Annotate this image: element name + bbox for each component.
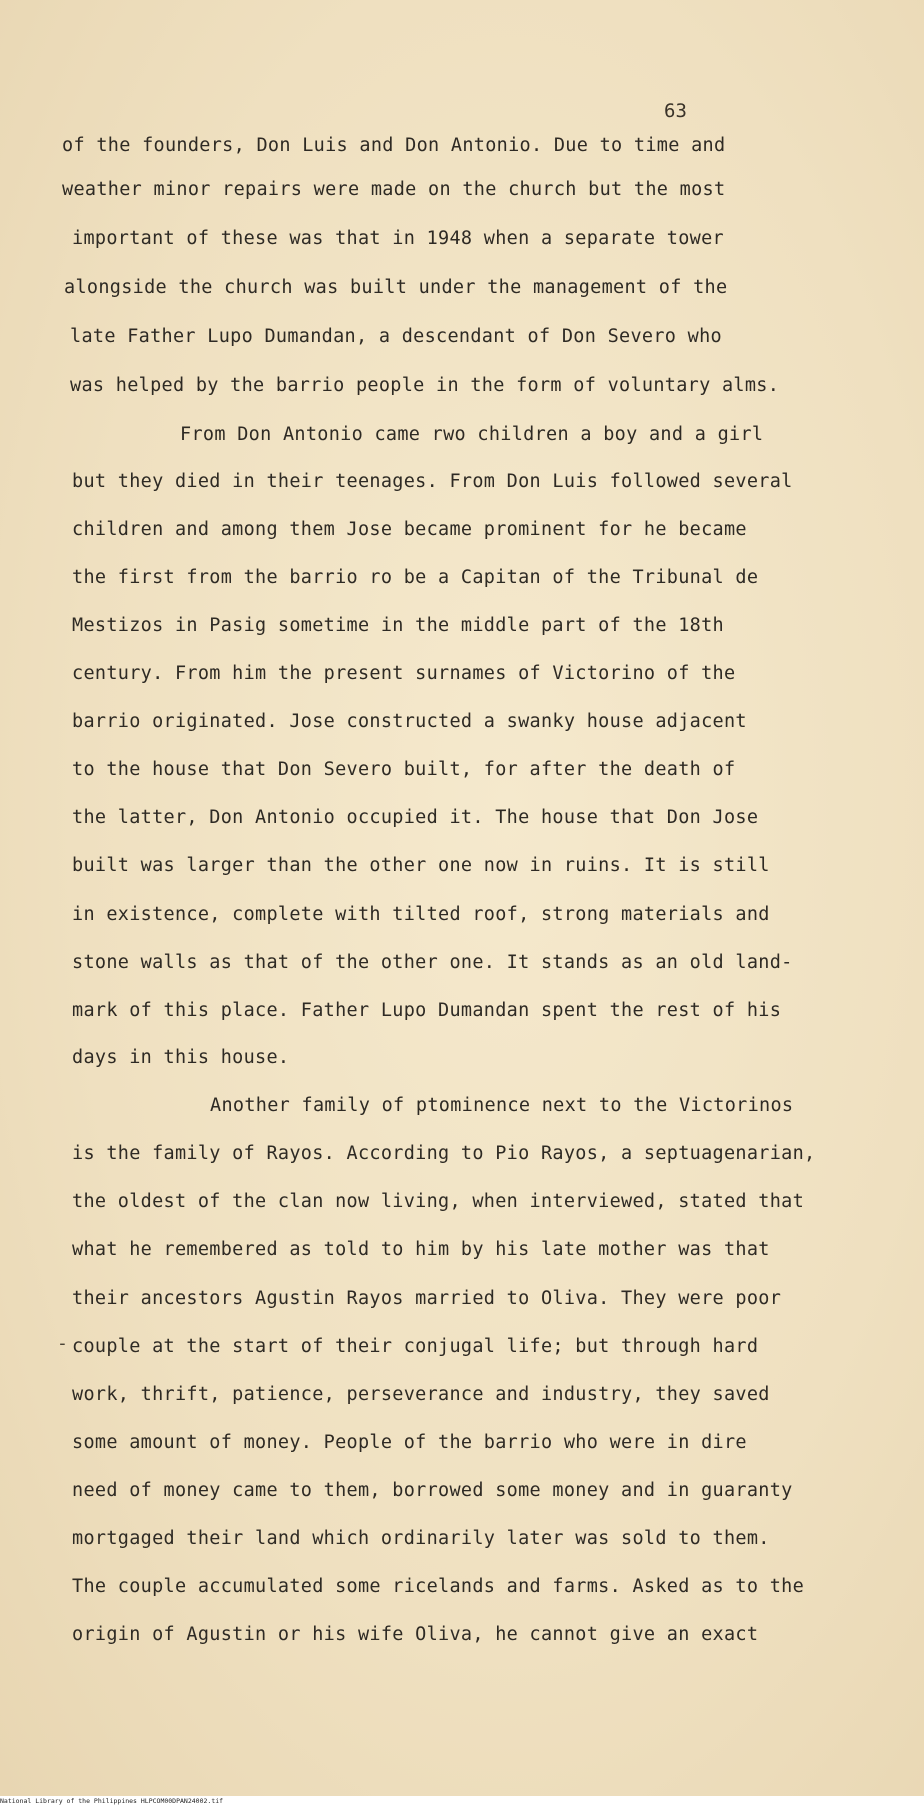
text-line: need of money came to them, borrowed some money and in guaranty: [72, 1480, 793, 1501]
text-line: children and among them Jose became prominent for he became: [72, 519, 747, 540]
text-line: century. From him the present surnames of Victorino of the: [72, 663, 736, 684]
text-line: alongside the church was built under the management of the: [64, 277, 728, 298]
text-line: what he remembered as told to him by his late mother was that: [72, 1239, 770, 1260]
page-number: 63: [664, 100, 687, 122]
text-line: but they died in their teenages. From Don Luis followed several: [72, 471, 793, 492]
text-line: Mestizos in Pasig sometime in the middle part of the 18th: [72, 615, 724, 636]
text-line: their ancestors Agustin Rayos married to Oliva. They were poor: [72, 1288, 782, 1309]
text-line: to the house that Don Severo built, for after the death of: [72, 759, 736, 780]
text-line: is the family of Rayos. According to Pio Rayos, a septuagenarian,: [72, 1143, 816, 1164]
text-line: mark of this place. Father Lupo Dumandan spent the rest of his: [72, 1000, 782, 1021]
text-line: barrio originated. Jose constructed a swanky house adjacent: [72, 711, 747, 732]
text-line: stone walls as that of the other one. It stands as an old land-: [72, 952, 793, 973]
text-line: of the founders, Don Luis and Don Antonio. Due to time and: [62, 135, 726, 156]
text-line: The couple accumulated some ricelands and farms. Asked as to the: [72, 1576, 805, 1597]
text-line: weather minor repairs were made on the church but the most: [62, 179, 726, 200]
margin-mark: -: [57, 1333, 68, 1354]
text-line: mortgaged their land which ordinarily later was sold to them.: [72, 1528, 770, 1549]
text-line: From Don Antonio came rwo children a boy and a girl: [180, 424, 764, 445]
text-line: in existence, complete with tilted roof, strong materials and: [72, 904, 770, 925]
text-line: important of these was that in 1948 when a separate tower: [72, 228, 724, 249]
text-line: the oldest of the clan now living, when interviewed, stated that: [72, 1191, 805, 1212]
text-line: Another family of ptominence next to the Victorinos: [210, 1095, 794, 1116]
text-line: days in this house.: [72, 1047, 290, 1068]
text-line: the latter, Don Antonio occupied it. The house that Don Jose: [72, 807, 759, 828]
text-line: was helped by the barrio people in the form of voluntary alms.: [70, 375, 780, 396]
text-line: work, thrift, patience, perseverance and industry, they saved: [72, 1384, 770, 1405]
text-line: built was larger than the other one now in ruins. It is still: [72, 855, 770, 876]
text-line: the first from the barrio ro be a Capitan of the Tribunal de: [72, 567, 759, 588]
text-line: origin of Agustin or his wife Oliva, he cannot give an exact: [72, 1624, 759, 1645]
text-line: late Father Lupo Dumandan, a descendant of Don Severo who: [70, 326, 722, 347]
archive-footer: National Library of the Philippines HLPCOM00DPAN24002.tif: [0, 1797, 224, 1805]
text-line: some amount of money. People of the barrio who were in dire: [72, 1432, 747, 1453]
text-line: couple at the start of their conjugal life; but through hard: [72, 1336, 759, 1357]
